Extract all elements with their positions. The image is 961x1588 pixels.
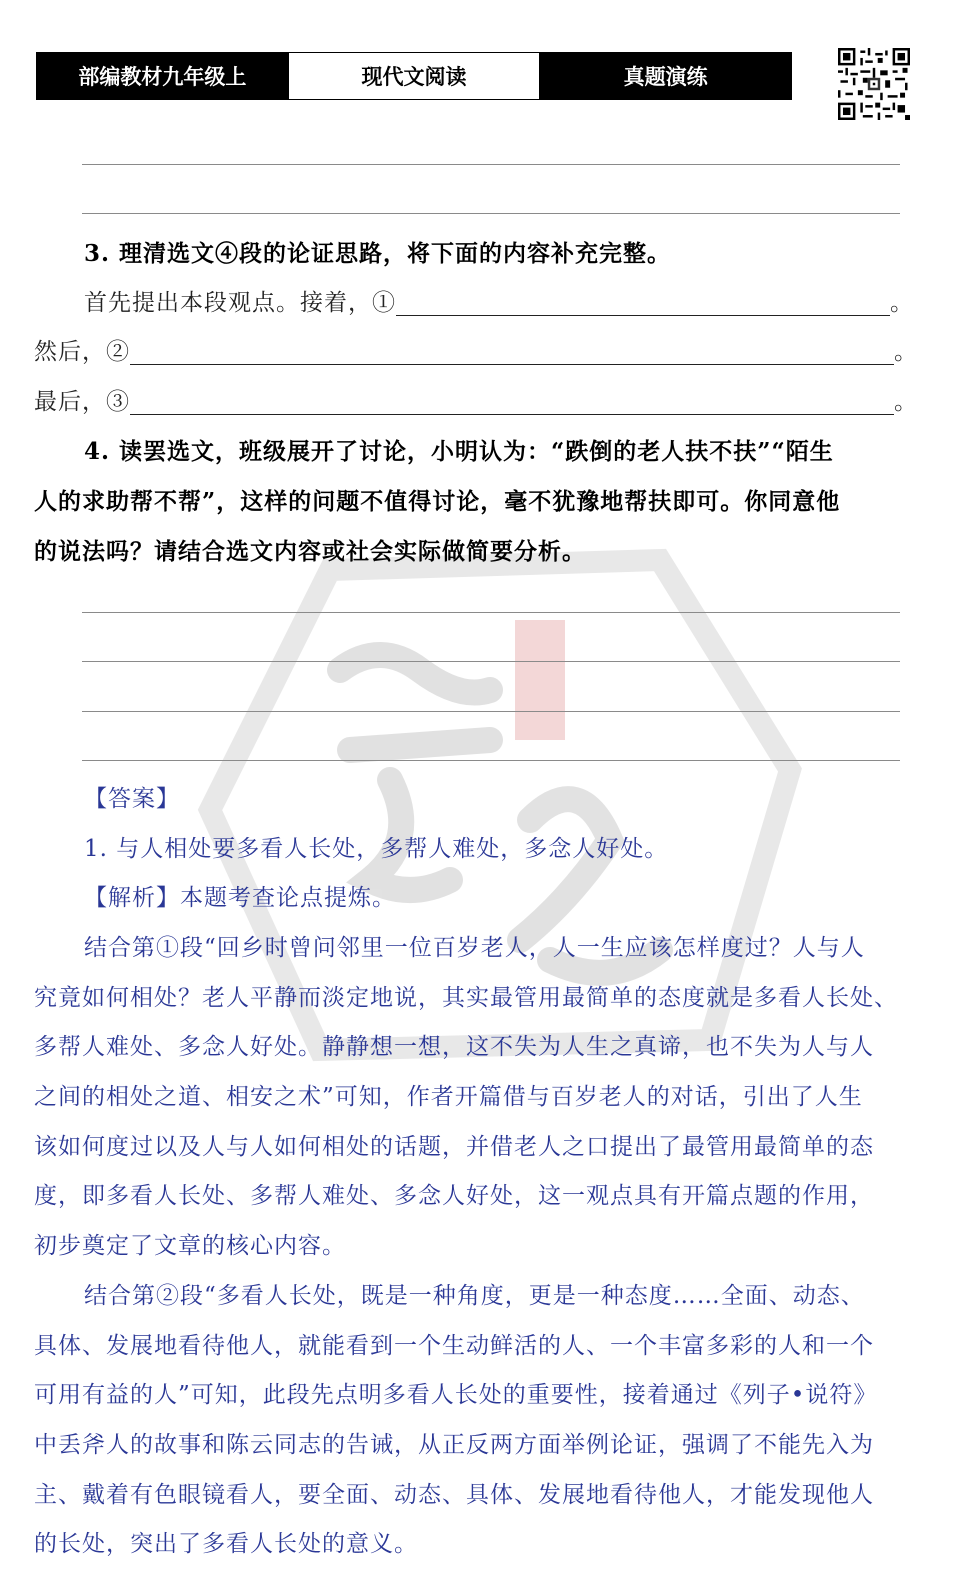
q3-line-1 — [84, 287, 914, 319]
answer-rule — [82, 612, 900, 613]
answer-rule — [82, 760, 900, 761]
q3-step-2-prefix: 然后，② — [34, 339, 130, 365]
answer-heading: 【答案】 — [84, 786, 180, 812]
answer-rule — [82, 213, 900, 214]
header-section: 现代文阅读 — [288, 53, 541, 99]
answer-rule — [82, 711, 900, 712]
q3-period: 。 — [894, 339, 918, 365]
analysis-paragraph-1-line: 初步奠定了文章的核心内容。 — [34, 1233, 346, 1259]
header-practice: 真题演练 — [540, 53, 791, 99]
answer-1: 1. 与人相处要多看人长处，多帮人难处，多念人好处。 — [84, 836, 669, 862]
header-grade: 部编教材九年级上 — [37, 53, 288, 99]
qr-code-icon[interactable] — [838, 48, 910, 120]
q3-line-3 — [34, 386, 918, 418]
answer-rule — [82, 164, 900, 165]
q3-blank-1[interactable] — [396, 293, 890, 316]
analysis-paragraph-1-line: 究竟如何相处？老人平静而淡定地说，其实最管用最简单的态度就是多看人长处、 — [34, 985, 898, 1011]
analysis-paragraph-2-line: 具体、发展地看待他人，就能看到一个生动鲜活的人、一个丰富多彩的人和一个 — [34, 1333, 874, 1359]
analysis-paragraph-2-line: 主、戴着有色眼镜看人，要全面、动态、具体、发展地看待他人，才能发现他人 — [34, 1482, 874, 1508]
header-bar — [36, 52, 792, 100]
q3-blank-3[interactable] — [130, 392, 894, 415]
q3-period: 。 — [890, 290, 914, 316]
analysis-paragraph-1-line: 多帮人难处、多念人好处。静静想一想，这不失为人生之真谛，也不失为人与人 — [34, 1034, 874, 1060]
question-4-line-1: 4. 读罢选文，班级展开了讨论，小明认为：“跌倒的老人扶不扶”“陌生 — [84, 438, 834, 465]
analysis-paragraph-1-line: 该如何度过以及人与人如何相处的话题，并借老人之口提出了最管用最简单的态 — [34, 1134, 874, 1160]
analysis-paragraph-2-line: 可用有益的人”可知，此段先点明多看人长处的重要性，接着通过《列子•说符》 — [34, 1382, 878, 1408]
q3-period: 。 — [894, 389, 918, 415]
analysis-paragraph-2-line: 中丢斧人的故事和陈云同志的告诫，从正反两方面举例论证，强调了不能先入为 — [34, 1432, 874, 1458]
analysis-heading: 【解析】本题考查论点提炼。 — [84, 885, 396, 911]
question-4-line-3: 的说法吗？请结合选文内容或社会实际做简要分析。 — [34, 538, 586, 565]
q3-step-3-prefix: 最后，③ — [34, 389, 130, 415]
analysis-paragraph-1-line: 度，即多看人长处、多帮人难处、多念人好处，这一观点具有开篇点题的作用， — [34, 1183, 874, 1209]
q3-blank-2[interactable] — [130, 342, 894, 365]
q3-step-1-prefix: 首先提出本段观点。接着，① — [84, 290, 396, 316]
question-4-line-2: 人的求助帮不帮”，这样的问题不值得讨论，毫不犹豫地帮扶即可。你同意他 — [34, 488, 841, 515]
analysis-paragraph-1-line: 结合第①段“回乡时曾问邻里一位百岁老人，人一生应该怎样度过？人与人 — [84, 935, 865, 961]
question-3-title: 3. 理清选文④段的论证思路，将下面的内容补充完整。 — [84, 240, 672, 267]
q3-line-2 — [34, 336, 918, 368]
analysis-paragraph-2-line: 的长处，突出了多看人长处的意义。 — [34, 1531, 418, 1557]
analysis-paragraph-1-line: 之间的相处之道、相安之术”可知，作者开篇借与百岁老人的对话，引出了人生 — [34, 1084, 863, 1110]
answer-rule — [82, 661, 900, 662]
analysis-paragraph-2-line: 结合第②段“多看人长处，既是一种角度，更是一种态度……全面、动态、 — [84, 1283, 865, 1309]
